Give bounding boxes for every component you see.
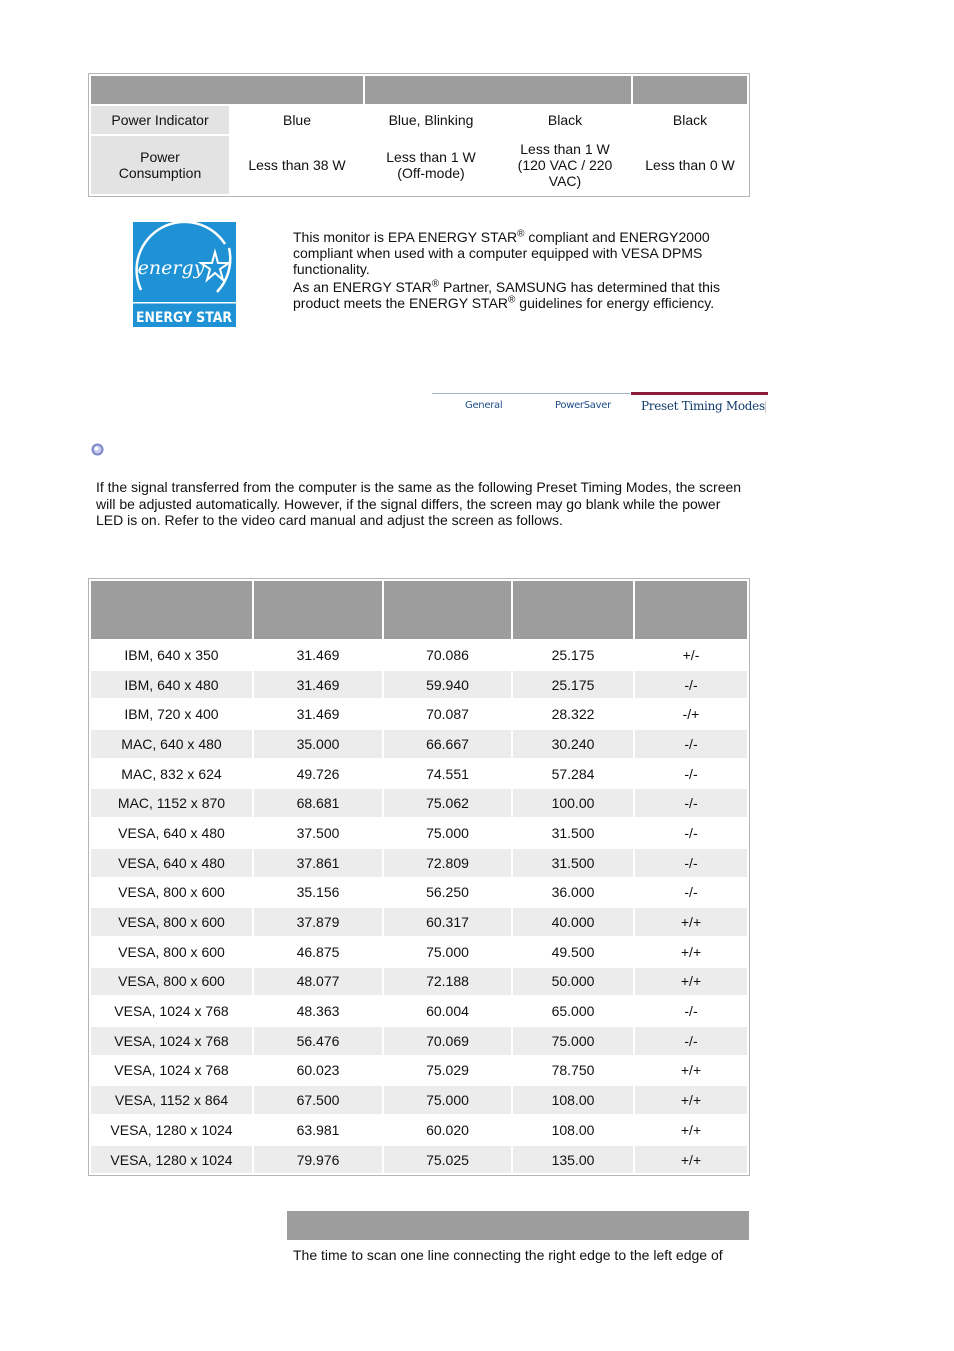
header-cell — [513, 581, 633, 639]
table-cell: +/+ — [635, 1146, 747, 1174]
table-cell: VESA, 800 x 600 — [91, 908, 252, 936]
tab-separator — [765, 401, 766, 413]
table-row — [91, 879, 747, 907]
table-cell: VESA, 800 x 600 — [91, 968, 252, 996]
power-cell: Black — [547, 112, 583, 128]
table-cell: 56.476 — [254, 1027, 382, 1055]
tab-preset-timing-modes[interactable]: Preset Timing Modes — [641, 399, 765, 413]
table-cell: 63.981 — [296, 1121, 340, 1138]
table-cell: 74.551 — [426, 765, 469, 782]
table-cell: 35.156 — [296, 884, 340, 901]
bullet-icon — [91, 443, 104, 456]
table-cell: 48.077 — [254, 968, 382, 996]
definition-header-bar — [287, 1211, 749, 1240]
table-cell: 40.000 — [513, 908, 633, 936]
table-cell: MAC, 832 x 624 — [121, 765, 222, 782]
power-management-table — [88, 73, 750, 197]
table-cell: 50.000 — [513, 968, 633, 996]
timing-table-header — [91, 581, 747, 639]
table-cell: VESA, 640 x 480 — [118, 824, 225, 841]
table-cell: 30.240 — [513, 730, 633, 758]
table-row — [91, 819, 747, 847]
table-row — [91, 1116, 747, 1144]
table-cell: 135.00 — [513, 1146, 633, 1174]
timing-table-body — [91, 641, 747, 1173]
table-cell: VESA, 1024 x 768 — [114, 1062, 229, 1079]
table-row — [91, 938, 747, 966]
table-cell: 60.020 — [426, 1121, 469, 1138]
table-row — [91, 760, 747, 788]
power-cell: Black — [672, 112, 708, 128]
energy-statement-line2: As an ENERGY STAR® Partner, SAMSUNG has determined that this product meets the ENERGY STAR® guidelines for energy efficiency. — [293, 278, 721, 311]
table-cell: 66.667 — [384, 730, 511, 758]
table-cell: 72.809 — [384, 849, 511, 877]
power-cell: Blue, Blinking — [388, 112, 474, 128]
table-cell: VESA, 1280 x 1024 — [110, 1121, 233, 1138]
table-cell: 25.175 — [551, 646, 595, 663]
table-cell: IBM, 720 x 400 — [124, 706, 219, 723]
table-cell: 75.025 — [384, 1146, 511, 1174]
table-cell: 35.000 — [254, 730, 382, 758]
table-row — [91, 997, 747, 1025]
tab-powersaver[interactable]: PowerSaver — [555, 400, 611, 411]
table-cell: IBM, 640 x 480 — [91, 671, 252, 699]
table-cell: +/+ — [680, 943, 702, 960]
table-cell: 48.363 — [296, 1003, 340, 1020]
table-cell: -/- — [635, 671, 747, 699]
intro-paragraph: If the signal transferred from the computer is the same as the following Preset Timing Modes, the screen will be adjusted automatically. However, if the signal differs, the screen may go blank while the power LED is on. Refer to the video card manual and adjust the screen as follows. — [96, 479, 742, 528]
table-cell: VESA, 800 x 600 — [118, 884, 225, 901]
table-cell: 75.000 — [513, 1027, 633, 1055]
svg-text:energy: energy — [137, 257, 205, 279]
table-row — [91, 1027, 747, 1055]
table-cell: -/- — [684, 1003, 698, 1020]
energy-star-wordmark: ENERGY STAR — [136, 310, 233, 326]
table-cell: 70.086 — [426, 646, 469, 663]
power-consumption-row — [91, 136, 747, 194]
energy-statement-line1: This monitor is EPA ENERGY STAR® compliant and ENERGY2000 compliant when used with a computer equipped with VESA DPMS functionality. — [293, 228, 710, 277]
energy-star-logo — [133, 222, 236, 327]
table-cell: 59.940 — [384, 671, 511, 699]
table-row — [91, 849, 747, 877]
table-cell: VESA, 1024 x 768 — [91, 1027, 252, 1055]
tab-divider — [432, 393, 630, 394]
header-cell — [384, 581, 511, 639]
table-cell: 28.322 — [551, 706, 595, 723]
table-cell: 31.500 — [551, 824, 595, 841]
header-cell — [365, 76, 631, 104]
table-cell: 60.023 — [296, 1062, 340, 1079]
table-cell: 49.726 — [296, 765, 340, 782]
table-cell: VESA, 1152 x 864 — [91, 1086, 252, 1114]
header-cell — [633, 76, 747, 104]
table-cell: VESA, 640 x 480 — [91, 849, 252, 877]
table-cell: 75.029 — [426, 1062, 469, 1079]
table-cell: 56.250 — [426, 884, 469, 901]
power-indicator-label: Power Indicator — [91, 106, 229, 134]
table-cell: 78.750 — [551, 1062, 595, 1079]
table-row — [91, 700, 747, 728]
table-cell: 100.00 — [513, 789, 633, 817]
section-tabs — [432, 393, 768, 418]
table-cell: 37.500 — [296, 824, 340, 841]
table-cell: 72.188 — [384, 968, 511, 996]
table-cell: -/- — [635, 789, 747, 817]
table-cell: 70.087 — [426, 706, 469, 723]
table-cell: 31.469 — [296, 646, 340, 663]
preset-timing-table — [88, 578, 750, 1176]
table-cell: -/- — [684, 824, 698, 841]
table-cell: -/- — [684, 765, 698, 782]
table-cell: 49.500 — [551, 943, 595, 960]
table-cell: MAC, 640 x 480 — [91, 730, 252, 758]
header-cell — [91, 581, 252, 639]
table-row — [91, 730, 747, 758]
table-cell: 31.469 — [254, 671, 382, 699]
table-cell: VESA, 800 x 600 — [118, 943, 225, 960]
table-cell: -/- — [635, 1027, 747, 1055]
table-cell: 46.875 — [296, 943, 340, 960]
table-cell: -/- — [684, 884, 698, 901]
table-cell: 70.069 — [384, 1027, 511, 1055]
active-tab-indicator — [631, 392, 768, 395]
table-cell: 60.317 — [384, 908, 511, 936]
power-cell: Less than 0 W — [645, 157, 735, 173]
table-cell: 75.062 — [384, 789, 511, 817]
table-row — [91, 968, 747, 996]
table-cell: -/- — [635, 730, 747, 758]
table-row — [91, 1057, 747, 1085]
table-cell: 65.000 — [551, 1003, 595, 1020]
table-cell: +/+ — [680, 1121, 702, 1138]
table-cell: +/+ — [635, 908, 747, 936]
definition-text: The time to scan one line connecting the right edge to the left edge of — [293, 1247, 723, 1263]
power-cell: Less than 1 W (Off-mode) — [386, 149, 476, 181]
table-cell: -/- — [635, 849, 747, 877]
table-row — [91, 1146, 747, 1174]
header-cell — [254, 581, 382, 639]
table-cell: 75.000 — [426, 824, 469, 841]
table-row — [91, 671, 747, 699]
table-cell: +/+ — [635, 1086, 747, 1114]
table-cell: 25.175 — [513, 671, 633, 699]
header-cell — [91, 76, 363, 104]
table-cell: 68.681 — [254, 789, 382, 817]
table-cell: +/- — [682, 646, 700, 663]
table-cell: VESA, 1280 x 1024 — [91, 1146, 252, 1174]
table-cell: 108.00 — [551, 1121, 595, 1138]
table-cell: 108.00 — [513, 1086, 633, 1114]
power-indicator-row — [91, 106, 747, 134]
table-cell: 57.284 — [551, 765, 595, 782]
table-cell: 75.000 — [384, 1086, 511, 1114]
table-row — [91, 641, 747, 669]
table-row — [91, 789, 747, 817]
power-cell: Blue — [282, 112, 312, 128]
table-cell: +/+ — [680, 1062, 702, 1079]
table-cell: IBM, 640 x 350 — [124, 646, 219, 663]
tab-general[interactable]: General — [465, 400, 503, 411]
table-cell: 36.000 — [551, 884, 595, 901]
table-row — [91, 1086, 747, 1114]
table-cell: 31.469 — [296, 706, 340, 723]
table-cell: VESA, 1024 x 768 — [114, 1003, 229, 1020]
power-cell: Less than 1 W (120 VAC / 220 VAC) — [517, 141, 613, 189]
table-cell: -/+ — [682, 706, 700, 723]
table-cell: 37.879 — [254, 908, 382, 936]
table-cell: 75.000 — [426, 943, 469, 960]
table-row — [91, 908, 747, 936]
table-cell: MAC, 1152 x 870 — [91, 789, 252, 817]
table-cell: 31.500 — [513, 849, 633, 877]
power-cell: Less than 38 W — [248, 157, 346, 173]
header-cell — [635, 581, 747, 639]
energy-star-statement — [293, 229, 753, 311]
table-cell: 67.500 — [254, 1086, 382, 1114]
power-table-header — [91, 76, 747, 104]
table-cell: 60.004 — [426, 1003, 469, 1020]
table-cell: 79.976 — [254, 1146, 382, 1174]
power-consumption-label: Power Consumption — [91, 136, 229, 194]
table-cell: +/+ — [635, 968, 747, 996]
table-cell: 37.861 — [254, 849, 382, 877]
